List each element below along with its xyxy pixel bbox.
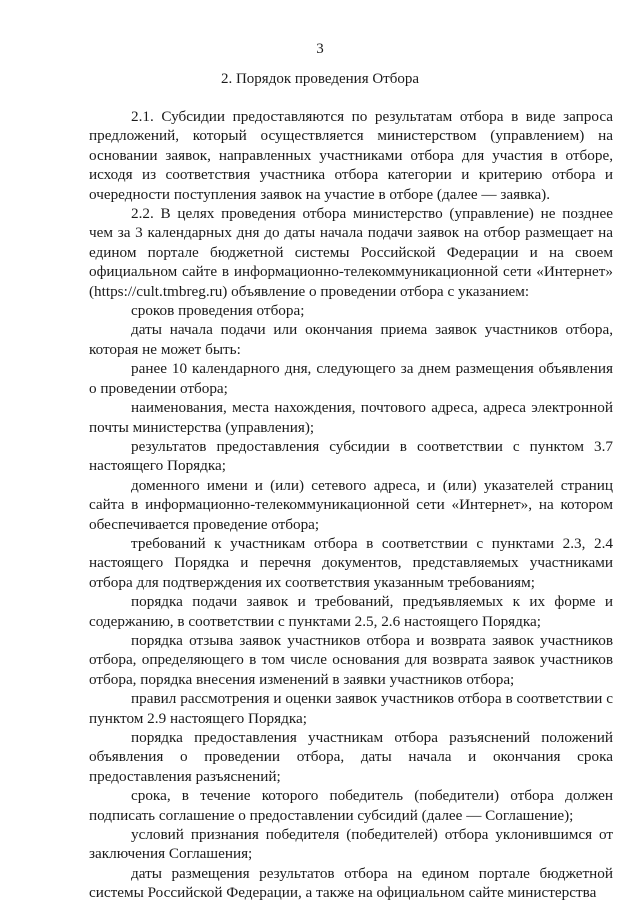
section-title: 2. Порядок проведения Отбора <box>220 71 420 87</box>
list-item: срока, в течение которого победитель (победители) отбора должен подписать соглашение о предоставлении субсидий (далее — Соглашение); <box>89 787 613 824</box>
list-item: порядка предоставления участникам отбора разъяснений положений объявления о проведении отбора, даты начала и окончания срока предоставления разъяснений; <box>89 729 613 785</box>
list-item: порядка подачи заявок и требований, предъявляемых к их форме и содержанию, в соответствии с пунктами 2.5, 2.6 настоящего Порядка; <box>89 593 613 630</box>
list-item: сроков проведения отбора; <box>131 302 305 320</box>
list-item: правил рассмотрения и оценки заявок участников отбора в соответствии с пунктом 2.9 настоящего Порядка; <box>89 690 613 727</box>
paragraph-2-1: 2.1. Субсидии предоставляются по результатам отбора в виде запроса предложений, который осуществляется министерством (управлением) на основании заявок, направленных участниками отбора для участия в отборе, исходя из соответствия участника отбора категории и критерию отбора и очередности поступления заявок на участие в отборе (далее — заявка). <box>89 108 613 203</box>
list-item: результатов предоставления субсидии в соответствии с пунктом 3.7 настоящего Порядка; <box>89 437 613 475</box>
paragraph-2-2: 2.2. В целях проведения отбора министерство (управление) не позднее чем за 3 календарных дня до даты начала подачи заявок на отбор размещает на едином портале бюджетной системы Российской Федерации и на своем официальном сайте в информационно-телекоммуникационной сети «Интернет» (https://cult.tmbreg.ru) объявление о проведении отбора с указанием: <box>89 205 613 300</box>
list-item: даты размещения результатов отбора на едином портале бюджетной системы Российской Федерации, а также на официальном сайте министерства <box>89 864 613 902</box>
page-number: 3 <box>316 41 324 57</box>
list-item: даты начала подачи или окончания приема заявок участников отбора, которая не может быть: <box>89 321 613 358</box>
list-item: порядка отзыва заявок участников отбора и возврата заявок участников отбора, определяющего в том числе основания для возврата заявок участников отбора, порядка внесения изменений в заявки участников отбора; <box>89 631 613 688</box>
list-item: требований к участникам отбора в соответствии с пунктами 2.3, 2.4 настоящего Порядка и перечня документов, представляемых участниками отбора для подтверждения их соответствия указанным требованиям; <box>89 534 613 591</box>
document-body <box>89 107 613 903</box>
list-item: условий признания победителя (победителей) отбора уклонившимся от заключения Соглашения; <box>89 826 613 863</box>
list-item: ранее 10 календарного дня, следующего за днем размещения объявления о проведении отбора; <box>89 360 613 397</box>
list-item: наименования, места нахождения, почтового адреса, адреса электронной почты министерства (управления); <box>89 399 613 436</box>
list-item: доменного имени и (или) сетевого адреса, и (или) указателей страниц сайта в информационно-телекоммуникационной сети «Интернет», на котором обеспечивается проведение отбора; <box>89 476 613 533</box>
